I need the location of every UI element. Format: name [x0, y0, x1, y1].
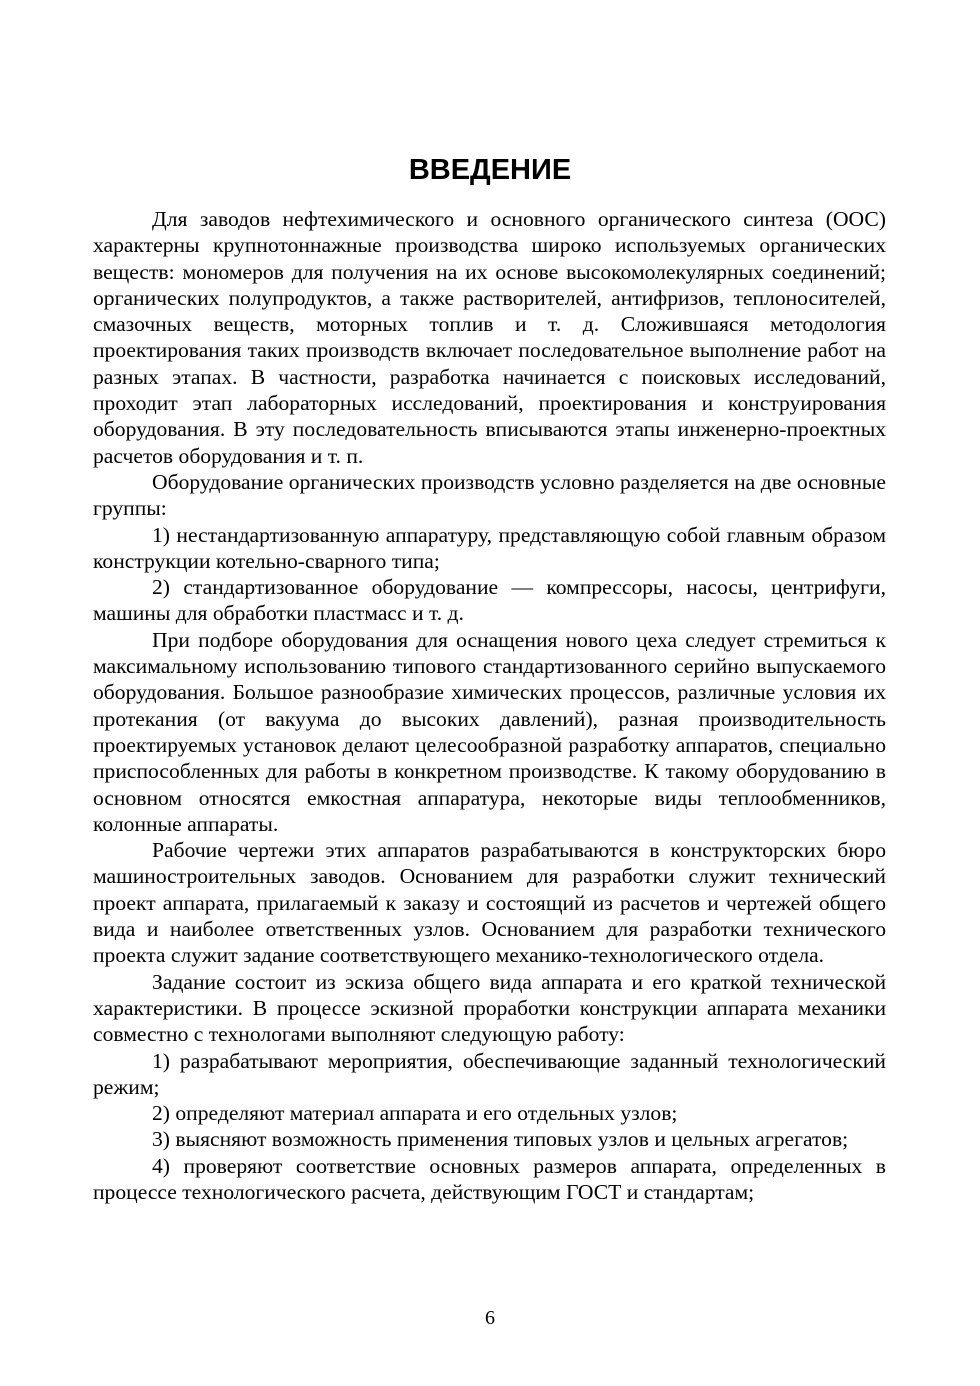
paragraph: Рабочие чертежи этих аппаратов разрабатываются в конструкторских бюро машиностроительных заводов. Основанием для разработки служит технический проект аппарата, прилагаемый к заказу и состоящий из расчетов и чертежей общего вида и наиболее ответственных узлов. Основанием для разработки технического проекта служит задание соответствующего механико-технологического отдела. [93, 838, 886, 968]
paragraph: Задание состоит из эскиза общего вида аппарата и его краткой технической характеристики. В процессе эскизной проработки конструкции аппарата механики совместно с технологами выполняют следующую работу: [93, 969, 886, 1047]
page-title: ВВЕДЕНИЕ [408, 154, 572, 186]
paragraph: Для заводов нефтехимического и основного органического синтеза (ООС) характерны крупнотоннажные производства широко используемых органических веществ: мономеров для получения на их основе высокомолекулярных соединений; органических полупродуктов, а также растворителей, антифризов, теплоносителей, смазочных веществ, моторных топлив и т. д. Сложившаяся методология проектирования таких производств включает последовательное выполнение работ на разных этапах. В частности, разработка начинается с поисковых исследований, проходит этап лабораторных исследований, проектирования и конструирования оборудования. В эту последовательность вписываются этапы инженерно-проектных расчетов оборудования и т. п. [93, 207, 886, 468]
list-item: 1) нестандартизованную аппаратуру, представляющую собой главным образом конструкции котельно-сварного типа; [93, 522, 886, 573]
body-text [93, 206, 886, 1205]
paragraph: Оборудование органических производств условно разделяется на две основные группы: [93, 469, 886, 521]
list-item: 2) стандартизованное оборудование — компрессоры, насосы, центрифуги, машины для обработки пластмасс и т. д. [93, 575, 886, 626]
list-item: 4) проверяют соответствие основных размеров аппарата, определенных в процессе технологического расчета, действующим ГОСТ и стандартам; [93, 1153, 886, 1204]
list-item: 2) определяют материал аппарата и его отдельных узлов; [152, 1101, 678, 1126]
page-number: 6 [485, 1307, 495, 1329]
list-item: 1) разрабатывают мероприятия, обеспечивающие заданный технологический режим; [93, 1048, 886, 1099]
list-item: 3) выясняют возможность применения типовых узлов и цельных агрегатов; [152, 1127, 849, 1152]
paragraph: При подборе оборудования для оснащения нового цеха следует стремиться к максимальному использованию типового стандартизованного серийно выпускаемого оборудования. Большое разнообразие химических процессов, различные условия их протекания (от вакуума до высоких давлений), разная производительность проектируемых установок делают целесообразной разработку аппаратов, специально приспособленных для работы в конкретном производстве. К такому оборудованию в основном относятся емкостная аппаратура, некоторые виды теплообменников, колонные аппараты. [93, 627, 886, 836]
